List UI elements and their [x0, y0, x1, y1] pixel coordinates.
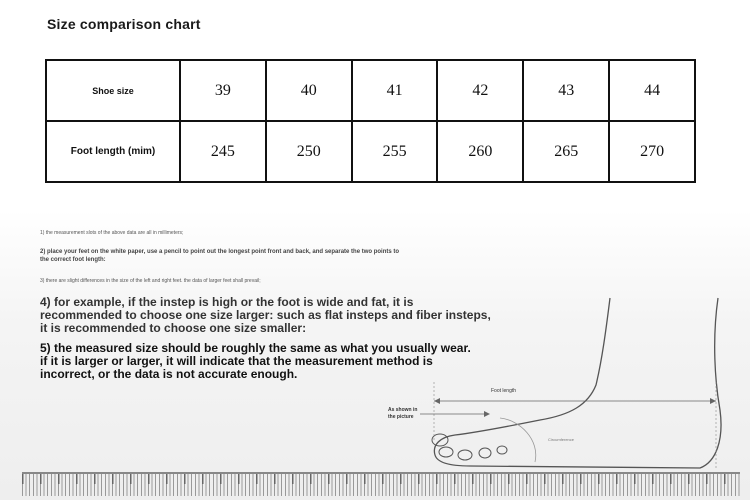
arrow-head-right: [710, 398, 716, 404]
note-2-line-2: the correct foot length:: [40, 257, 106, 263]
toe-5: [497, 446, 507, 454]
table-cell: 245: [180, 121, 266, 182]
note-5-line-2: if it is larger or larger, it will indicate that the measurement method is: [40, 354, 433, 368]
circumference-loop: [500, 418, 536, 462]
note-1: 1) the measurement slots of the above data are all in millimeters;: [40, 230, 184, 236]
table-cell: 260: [437, 121, 523, 182]
as-shown-label: As shown in: [388, 407, 418, 413]
size-table: [45, 59, 696, 183]
table-cell: 255: [352, 121, 438, 182]
table-cell: 270: [609, 121, 695, 182]
note-5-line-1: 5) the measured size should be roughly the same as what you usually wear.: [40, 341, 471, 355]
table-row-foot-length: [46, 121, 695, 182]
note-4-line-2: recommended to choose one size larger: such as flat insteps and fiber insteps,: [40, 308, 491, 322]
as-shown-label-2: the picture: [388, 414, 414, 420]
toe-3: [458, 450, 472, 460]
table-cell: 41: [352, 60, 438, 121]
table-row-shoe-size: [46, 60, 695, 121]
foot-diagram: [0, 290, 750, 475]
pointer-head: [484, 411, 490, 417]
note-3: 3) there are slight differences in the size of the left and right feet. the data of larger feet shall prevail;: [40, 278, 261, 284]
table-cell: 42: [437, 60, 523, 121]
foot-length-label: Foot length: [491, 388, 517, 394]
table-cell: 39: [180, 60, 266, 121]
note-4-line-3: it is recommended to choose one size smaller:: [40, 321, 307, 335]
foot-outline: [434, 298, 721, 468]
note-4-line-1: 4) for example, if the instep is high or the foot is wide and fat, it is: [40, 295, 414, 309]
row-header-shoe-size: Shoe size: [46, 60, 180, 121]
table-cell: 44: [609, 60, 695, 121]
measuring-ruler: [22, 472, 740, 496]
note-5-line-3: incorrect, or the data is not accurate enough.: [40, 367, 298, 381]
table-cell: 40: [266, 60, 352, 121]
table-cell: 265: [523, 121, 609, 182]
circumference-label: Circumference: [548, 437, 575, 442]
toe-2: [439, 447, 453, 457]
note-2-line-1: 2) place your feet on the white paper, use a pencil to point out the longest point front and back, and separate the two points to: [40, 249, 400, 255]
toe-4: [479, 448, 491, 458]
table-cell: 43: [523, 60, 609, 121]
page-title: Size comparison chart: [47, 16, 201, 32]
arrow-head-left: [434, 398, 440, 404]
table-cell: 250: [266, 121, 352, 182]
row-header-foot-length: Foot length (mim): [46, 121, 180, 182]
